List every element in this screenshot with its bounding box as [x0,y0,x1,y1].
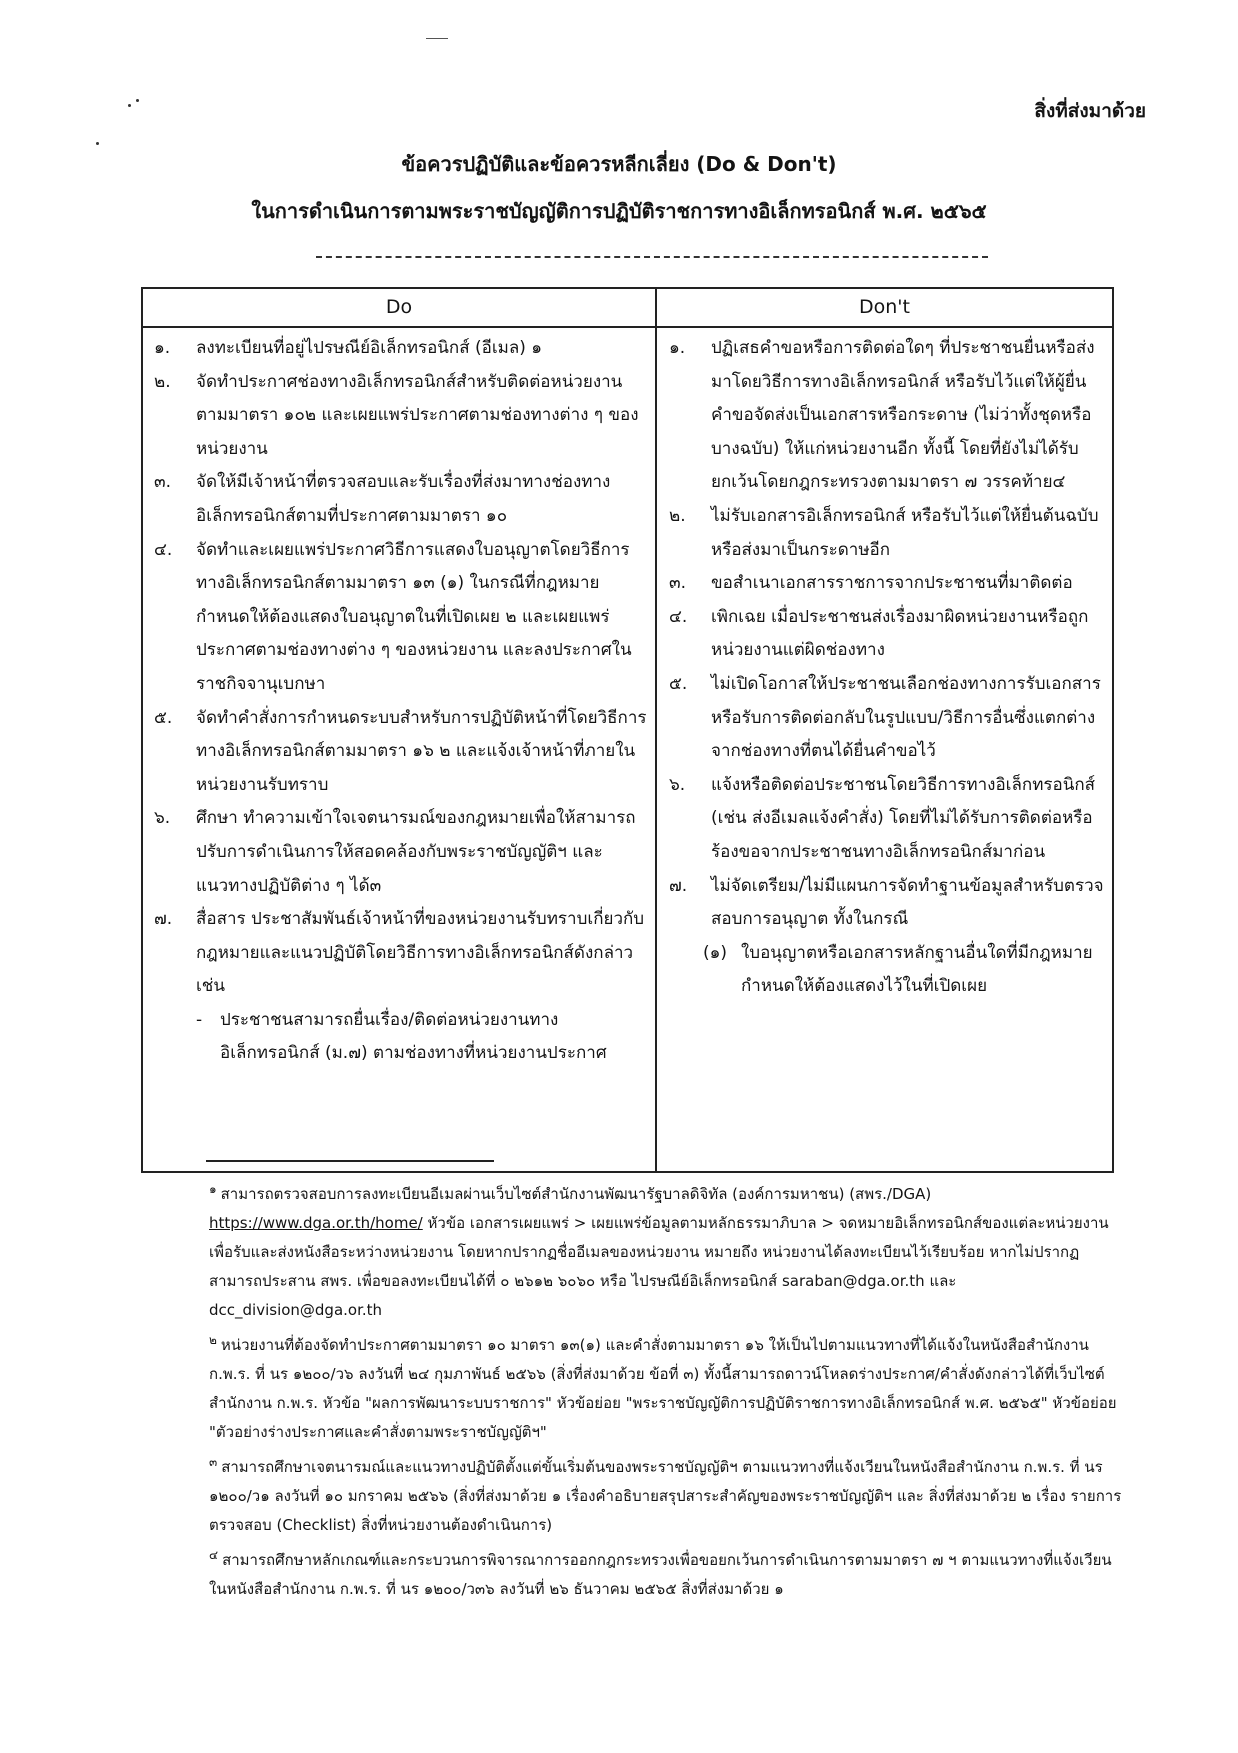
dga-website-link[interactable]: https://www.dga.or.th/home/ [209,1214,423,1232]
item-number: ๓. [669,573,687,594]
dont-column-header: Don't [656,288,1113,327]
subitem-number: (๑) [703,942,728,963]
list-item [154,534,651,702]
footnote-text-continued: หัวข้อ เอกสารเผยแพร่ > เผยแพร่ข้อมูลตามหลักธรรมาภิบาล > จดหมายอิเล็กทรอนิกส์ของแต่ละหน่วยงานเพื่อรับและส่งหนังสือระหว่างหน่วยงาน โดยหากปรากฏชื่ออีเมลของหน่วยงาน หมายถึง หน่วยงานได้ลงทะเบียนไว้เรียบร้อย หากไม่ปรากฏ สามารถประสาน สพร. เพื่อขอลงทะเบียนได้ที่ ๐ ๒๖๑๒ ๖๐๖๐ หรือ ไปรษณีย์อิเล็กทรอนิกส์ saraban@dga.or.th และ dcc_division@dga.or.th [209,1214,1109,1319]
list-item [154,366,651,467]
footnote-text: สามารถตรวจสอบการลงทะเบียนอีเมลผ่านเว็บไซต์สำนักงานพัฒนารัฐบาลดิจิทัล (องค์การมหาชน) (สพร./DGA) [220,1185,932,1203]
footnote-divider [206,1160,494,1162]
subitem-dash: - [196,1009,203,1030]
title-divider [316,256,988,258]
list-item [669,870,1107,937]
list-item [669,332,1107,500]
table-body-row [142,327,1113,1172]
item-text: ไม่รับเอกสารอิเล็กทรอนิกส์ หรือรับไว้แต่ให้ยื่นต้นฉบับหรือส่งมาเป็นกระดาษอีก [711,505,1099,560]
item-number: ๖. [669,774,686,795]
item-number: ๒. [669,505,686,526]
list-item [154,903,651,1004]
footnote-1 [209,1180,1125,1325]
item-number: ๖. [154,808,171,829]
item-text: จัดทำประกาศช่องทางอิเล็กทรอนิกส์สำหรับติดต่อหน่วยงานตามมาตรา ๑๐๒ และเผยแพร่ประกาศตามช่องทางต่าง ๆ ของหน่วยงาน [196,371,639,459]
scan-speck [96,142,99,145]
item-number: ๗. [669,875,688,896]
item-number: ๕. [154,707,173,728]
item-text: ไม่เปิดโอกาสให้ประชาชนเลือกช่องทางการรับเอกสารหรือรับการติดต่อกลับในรูปแบบ/วิธีการอื่นซึ่งแตกต่างจากช่องทางที่ตนได้ยื่นคำขอไว้ [711,673,1101,762]
footnote-mark: ๒ [209,1333,217,1347]
list-item [154,702,651,803]
list-item [154,332,651,366]
footnote-mark: ๑ [209,1182,217,1196]
list-item [154,802,651,903]
subitem-text: ประชาชนสามารถยื่นเรื่อง/ติดต่อหน่วยงานทางอิเล็กทรอนิกส์ (ม.๗) ตามช่องทางที่หน่วยงานประกาศ [220,1009,607,1064]
item-text: จัดให้มีเจ้าหน้าที่ตรวจสอบและรับเรื่องที่ส่งมาทางช่องทางอิเล็กทรอนิกส์ตามที่ประกาศตามมาตรา ๑๐ [196,472,611,526]
subitem-text: ใบอนุญาตหรือเอกสารหลักฐานอื่นใดที่มีกฎหมายกำหนดให้ต้องแสดงไว้ในที่เปิดเผย [741,942,1093,997]
list-item [669,567,1107,601]
footnote-2 [209,1331,1125,1447]
list-item [154,466,651,533]
list-subitem [154,1004,651,1071]
item-number: ๔. [669,606,688,627]
footnote-text: หน่วยงานที่ต้องจัดทำประกาศตามมาตรา ๑๐ มาตรา ๑๓(๑) และคำสั่งตามมาตรา ๑๖ ให้เป็นไปตามแนวทางที่ได้แจ้งในหนังสือสำนักงาน ก.พ.ร. ที่ นร ๑๒๐๐/ว๖ ลงวันที่ ๒๔ กุมภาพันธ์ ๒๕๖๖ (สิ่งที่ส่งมาด้วย ข้อที่ ๓) ทั้งนี้สามารถดาวน์โหลดร่างประกาศ/คำสั่งดังกล่าวได้ที่เว็บไซต์สำนักงาน ก.พ.ร. หัวข้อ "ผลการพัฒนาระบบราชการ" หัวข้อย่อย "พระราชบัญญัติการปฏิบัติราชการทางอิเล็กทรอนิกส์ พ.ศ. ๒๕๖๕" หัวข้อย่อย "ตัวอย่างร่างประกาศและคำสั่งตามพระราชบัญญัติฯ" [209,1336,1117,1441]
footnote-text: สามารถศึกษาเจตนารมณ์และแนวทางปฏิบัติตั้งแต่ขั้นเริ่มต้นของพระราชบัญญัติฯ ตามแนวทางที่แจ้งเวียนในหนังสือสำนักงาน ก.พ.ร. ที่ นร ๑๒๐๐/ว๑ ลงวันที่ ๑๐ มกราคม ๒๕๖๖ (สิ่งที่ส่งมาด้วย ๑ เรื่องคำอธิบายสรุปสาระสำคัญของพระราชบัญญัติฯ และ สิ่งที่ส่งมาด้วย ๒ เรื่อง รายการตรวจสอบ (Checklist) สิ่งที่หน่วยงานต้องดำเนินการ) [209,1458,1122,1534]
list-item [669,500,1107,567]
item-text: จัดทำคำสั่งการกำหนดระบบสำหรับการปฏิบัติหน้าที่โดยวิธีการทางอิเล็กทรอนิกส์ตามมาตรา ๑๖ ๒ และแจ้งเจ้าหน้าที่ภายในหน่วยงานรับทราบ [196,707,647,795]
item-number: ๒. [154,371,171,392]
list-item [669,668,1107,769]
do-column [142,327,656,1172]
attachment-label: สิ่งที่ส่งมาด้วย [1034,100,1146,122]
item-text: จัดทำและเผยแพร่ประกาศวิธีการแสดงใบอนุญาตโดยวิธีการทางอิเล็กทรอนิกส์ตามมาตรา ๑๓ (๑) ในกรณีที่กฎหมายกำหนดให้ต้องแสดงใบอนุญาตในที่เปิดเผย ๒ และเผยแพร่ประกาศตามช่องทางต่าง ๆ ของหน่วยงาน และลงประกาศในราชกิจจานุเบกษา [196,539,632,694]
footnotes [209,1180,1125,1610]
footnote-mark: ๔ [209,1548,219,1562]
scan-speck [128,104,131,107]
table-header-row [142,288,1113,327]
item-number: ๑. [154,338,171,358]
footnote-3 [209,1453,1125,1540]
item-text: ขอสำเนาเอกสารราชการจากประชาชนที่มาติดต่อ [711,573,1073,594]
list-item [669,601,1107,668]
dont-column [656,327,1113,1172]
item-text: สื่อสาร ประชาสัมพันธ์เจ้าหน้าที่ของหน่วยงานรับทราบเกี่ยวกับกฎหมายและแนวปฏิบัติโดยวิธีการทางอิเล็กทรอนิกส์ดังกล่าว เช่น [196,909,645,997]
list-subitem [669,937,1107,1004]
footnote-4 [209,1546,1125,1604]
item-text: ลงทะเบียนที่อยู่ไปรษณีย์อิเล็กทรอนิกส์ (อีเมล) ๑ [196,338,543,358]
do-column-header: Do [142,288,656,327]
footnote-text: สามารถศึกษาหลักเกณฑ์และกระบวนการพิจารณาการออกกฎกระทรวงเพื่อขอยกเว้นการดำเนินการตามมาตรา ๗ ฯ ตามแนวทางที่แจ้งเวียนในหนังสือสำนักงาน ก.พ.ร. ที่ นร ๑๒๐๐/ว๓๖ ลงวันที่ ๒๖ ธันวาคม ๒๕๖๕ สิ่งที่ส่งมาด้วย ๑ [209,1551,1112,1598]
item-text: แจ้งหรือติดต่อประชาชนโดยวิธีการทางอิเล็กทรอนิกส์ (เช่น ส่งอีเมลแจ้งคำสั่ง) โดยที่ไม่ได้รับการติดต่อหรือร้องขอจากประชาชนทางอิเล็กทรอนิกส์มาก่อน [711,774,1096,862]
item-text: ศึกษา ทำความเข้าใจเจตนารมณ์ของกฎหมายเพื่อให้สามารถปรับการดำเนินการให้สอดคล้องกับพระราชบัญญัติฯ และแนวทางปฏิบัติต่าง ๆ ได้๓ [196,808,636,896]
scan-mark [426,38,448,39]
document-subtitle: ในการดำเนินการตามพระราชบัญญัติการปฏิบัติราชการทางอิเล็กทรอนิกส์ พ.ศ. ๒๕๖๕ [251,199,987,223]
item-number: ๔. [154,539,173,560]
scan-speck [136,99,139,102]
item-text: เพิกเฉย เมื่อประชาชนส่งเรื่องมาผิดหน่วยงานหรือถูกหน่วยงานแต่ผิดช่องทาง [711,606,1089,661]
do-dont-table [141,287,1114,1173]
list-item [669,769,1107,870]
document-title: ข้อควรปฏิบัติและข้อควรหลีกเลี่ยง (Do & Don't) [401,152,837,176]
item-text: ไม่จัดเตรียม/ไม่มีแผนการจัดทำฐานข้อมูลสำหรับตรวจสอบการอนุญาต ทั้งในกรณี [711,875,1104,930]
item-number: ๕. [669,673,688,694]
item-text: ปฏิเสธคำขอหรือการติดต่อใดๆ ที่ประชาชนยื่นหรือส่งมาโดยวิธีการทางอิเล็กทรอนิกส์ หรือรับไว้แต่ให้ผู้ยื่นคำขอจัดส่งเป็นเอกสารหรือกระดาษ (ไม่ว่าทั้งชุดหรือบางฉบับ) ให้แก่หน่วยงานอีก ทั้งนี้ โดยที่ยังไม่ได้รับยกเว้นโดยกฎกระทรวงตามมาตรา ๗ วรรคท้าย๔ [711,338,1095,493]
item-number: ๗. [154,909,173,930]
item-number: ๓. [154,472,172,493]
footnote-mark: ๓ [209,1455,218,1469]
item-number: ๑. [669,338,686,358]
